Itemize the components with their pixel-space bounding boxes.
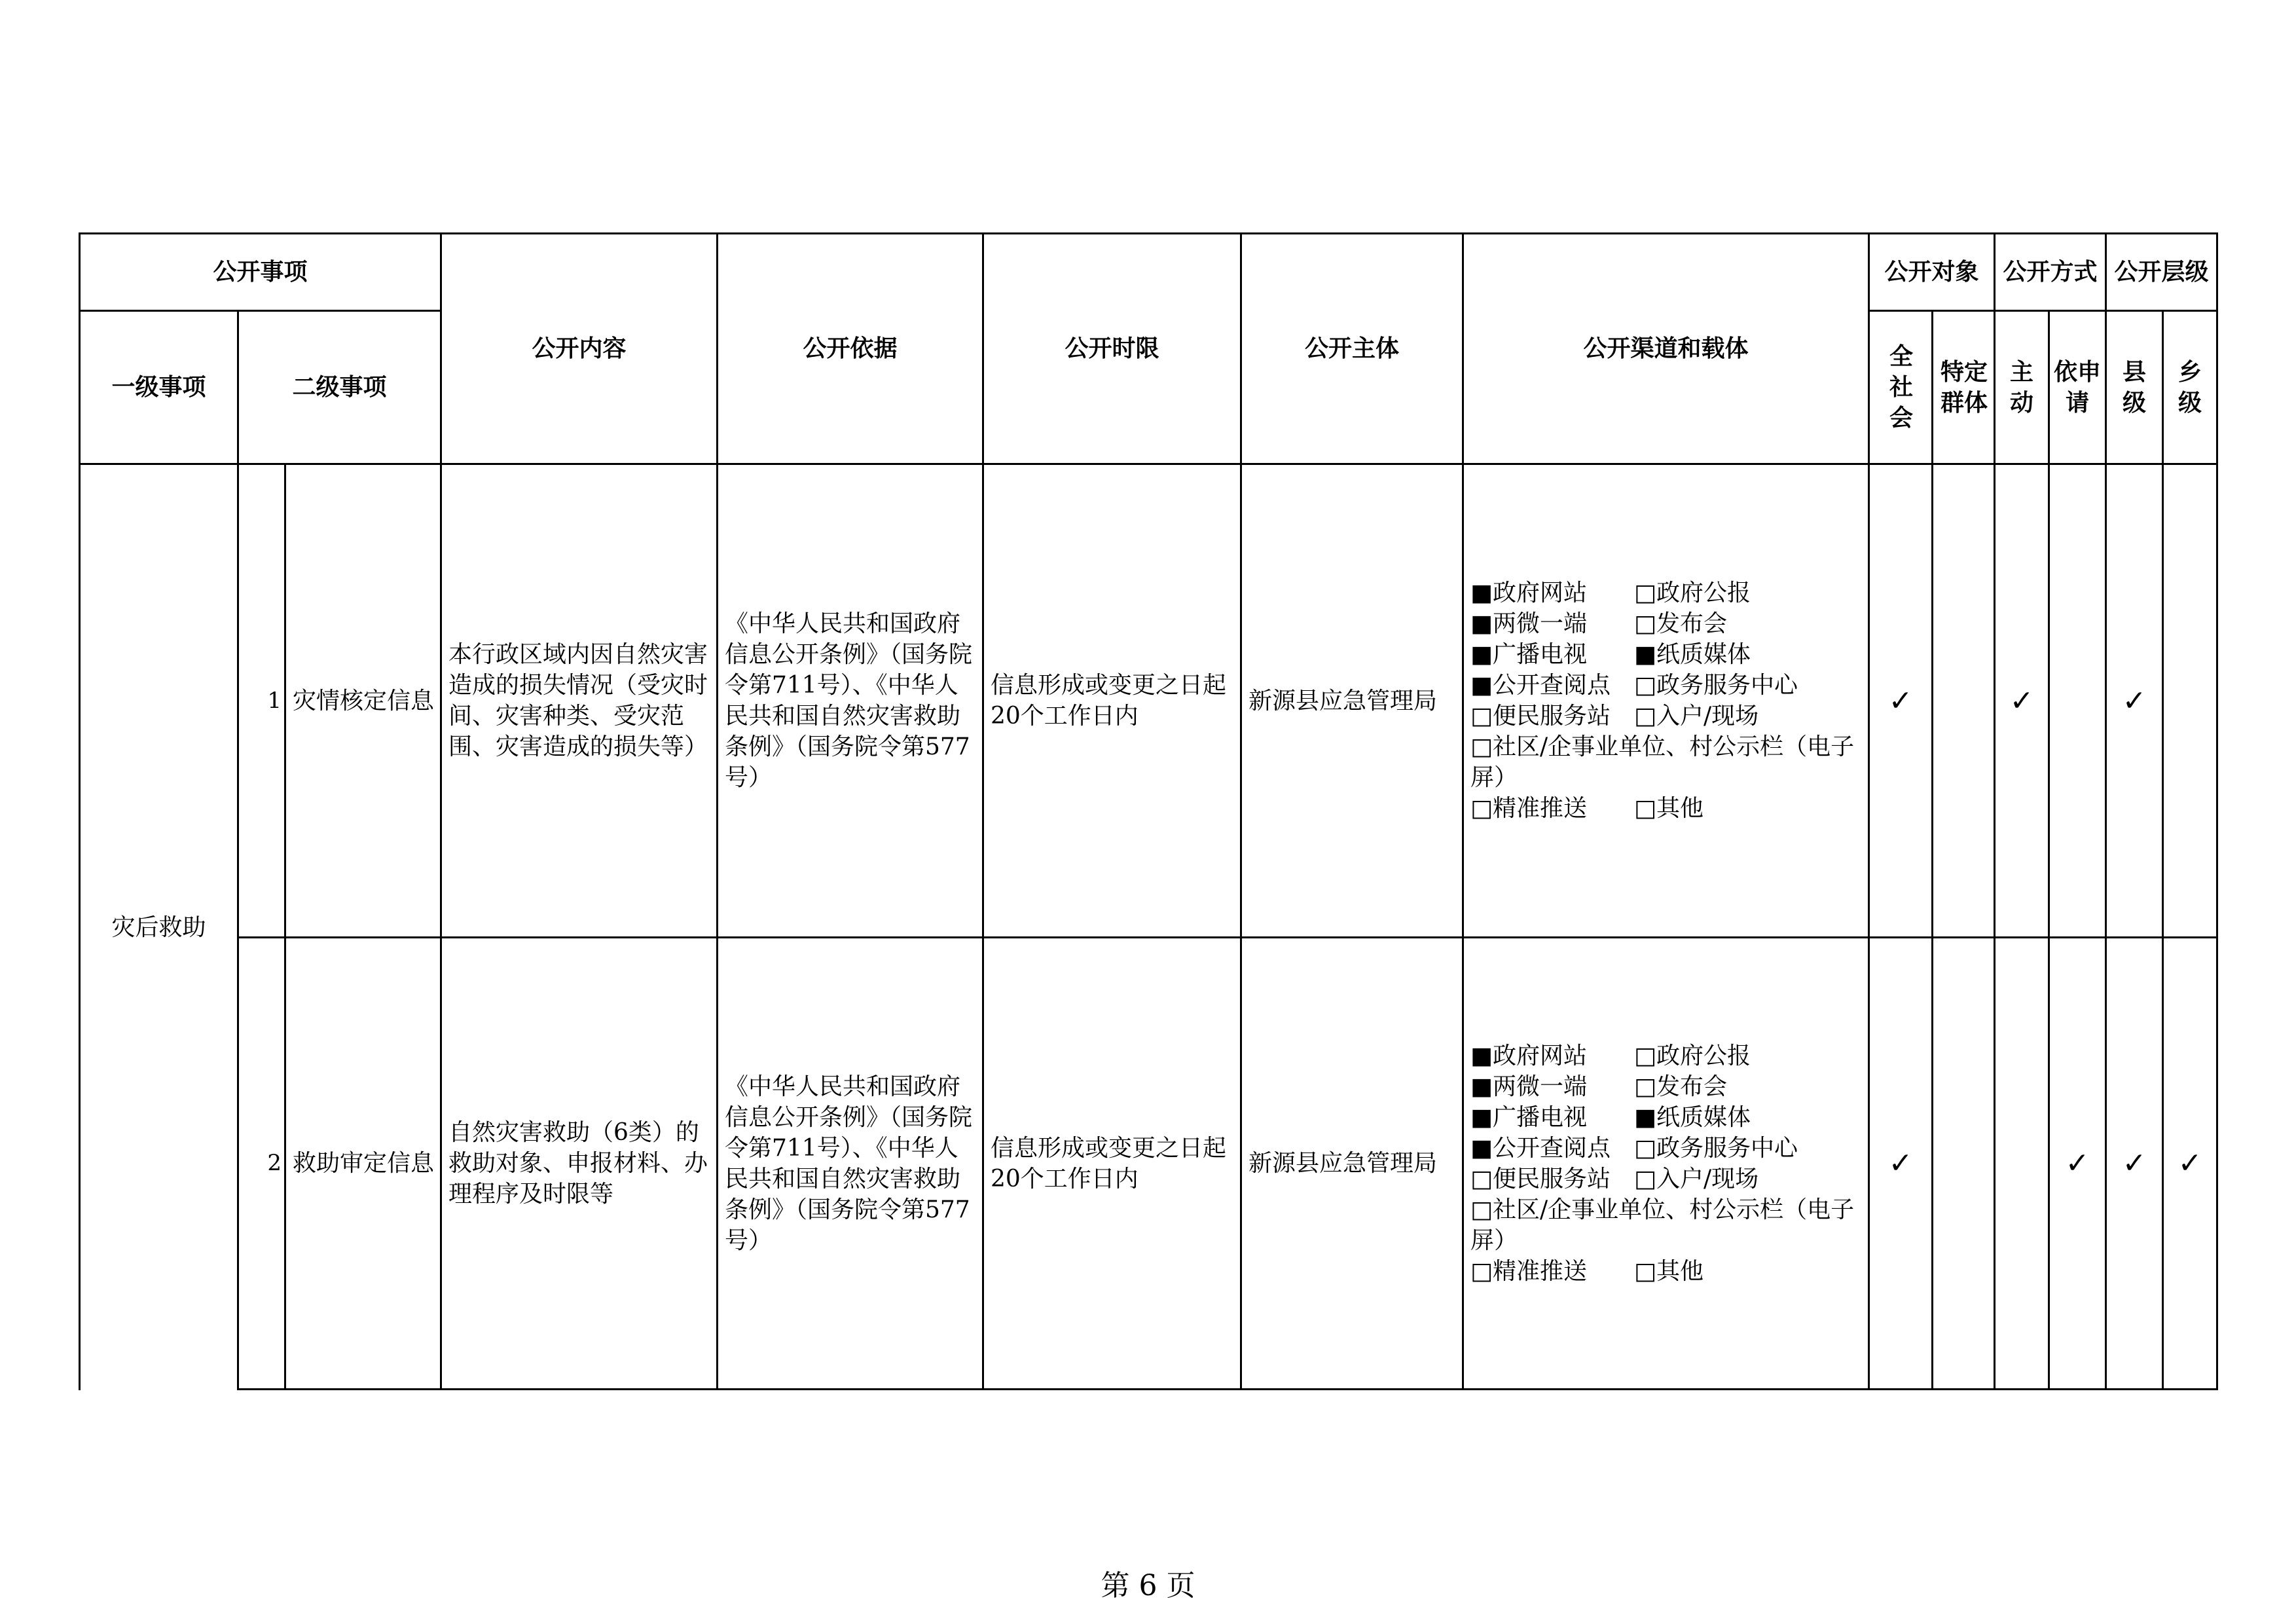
row-1-level-county-check: ✓	[2122, 684, 2147, 718]
row-2-channel-line: □社区/企事业单位、村公示栏（电子屏）	[1470, 1196, 1855, 1254]
row-1-channel-line: ■广播电视 ■纸质媒体	[1470, 641, 1751, 668]
row-2-channel-line: ■广播电视 ■纸质媒体	[1470, 1103, 1751, 1131]
row-1-time-limit: 信息形成或变更之日起20个工作日内	[991, 672, 1227, 729]
row-1-content: 本行政区域内因自然灾害造成的损失情况（受灾时间、灾害种类、受灾范围、灾害造成的损失等）	[448, 641, 708, 760]
header-level2: 二级事项	[292, 374, 387, 401]
header-level-township: 乡级	[2178, 358, 2202, 416]
category-cell: 灾后救助	[111, 914, 206, 941]
row-2-channel-line: □精准推送 □其他	[1470, 1257, 1704, 1285]
header-gongkai-shixiang: 公开事项	[213, 259, 308, 286]
row-1-target-all-check: ✓	[1888, 684, 1913, 718]
row-2-subject: 新源县应急管理局	[1248, 1150, 1438, 1177]
row-1-channel-line: □便民服务站 □入户/现场	[1470, 703, 1759, 729]
row-2-item: 救助审定信息	[293, 1150, 435, 1177]
row-2-time-limit: 信息形成或变更之日起20个工作日内	[991, 1134, 1227, 1192]
row-2-method-active-check	[1995, 938, 2048, 1388]
header-method-request: 依申请	[2054, 358, 2102, 416]
row-1-channel-line: ■公开查阅点 □政务服务中心	[1470, 672, 1798, 699]
header-level: 公开层级	[2114, 259, 2209, 286]
row-2-index: 2	[267, 1150, 282, 1176]
row-1-target-specific-check	[1933, 465, 1994, 936]
row-2-method-request-check: ✓	[2065, 1147, 2090, 1180]
row-2-channel-line: ■政府网站 □政府公报	[1470, 1042, 1751, 1069]
page-number: 第 6 页	[1101, 1569, 1195, 1602]
header-content: 公开内容	[532, 335, 627, 362]
header-target-all: 全社会	[1889, 343, 1913, 432]
header-time-limit: 公开时限	[1065, 335, 1159, 362]
header-basis: 公开依据	[803, 335, 898, 362]
header-level-county: 县级	[2122, 358, 2146, 416]
header-level1: 一级事项	[111, 374, 206, 401]
row-1-method-request-check	[2050, 465, 2105, 936]
row-2-channel-line: □便民服务站 □入户/现场	[1470, 1165, 1759, 1192]
row-1-item: 灾情核定信息	[293, 687, 435, 714]
row-2-level-county-check: ✓	[2122, 1147, 2147, 1180]
row-1-channel-line: ■政府网站 □政府公报	[1470, 580, 1751, 606]
row-1-channels	[1464, 465, 1868, 936]
row-2-channel-line: ■公开查阅点 □政务服务中心	[1470, 1134, 1798, 1162]
row-1-level-township-check	[2164, 465, 2216, 936]
disclosure-table	[79, 232, 2218, 1390]
row-2-content: 自然灾害救助（6类）的救助对象、申报材料、办理程序及时限等	[448, 1119, 708, 1208]
header-target-specific: 特定群体	[1941, 358, 1988, 416]
row-1-channel-line: ■两微一端 □发布会	[1470, 610, 1728, 637]
row-2-target-all-check: ✓	[1888, 1147, 1913, 1180]
row-2-basis: 《中华人民共和国政府信息公开条例》（国务院令第711号）、《中华人民共和国自然灾害救助条例》（国务院令第577号）	[725, 1073, 973, 1254]
table-border-bottom	[237, 1388, 2218, 1390]
row-2-level-township-check: ✓	[2178, 1147, 2202, 1180]
row-1-method-active-check: ✓	[2009, 684, 2034, 718]
header-subject: 公开主体	[1304, 335, 1399, 362]
row-1-index: 1	[267, 687, 282, 714]
header-target: 公开对象	[1884, 259, 1979, 286]
row-1-subject: 新源县应急管理局	[1248, 687, 1438, 714]
row-2-channels	[1464, 938, 1868, 1388]
row-1-channel-line: □社区/企事业单位、村公示栏（电子屏）	[1470, 733, 1855, 791]
header-method: 公开方式	[2003, 259, 2098, 286]
header-channels: 公开渠道和载体	[1583, 335, 1749, 362]
col-line-14	[2216, 232, 2218, 1390]
row-1-channel-line: □精准推送 □其他	[1470, 795, 1704, 822]
header-method-active: 主动	[2009, 358, 2033, 416]
row-2-target-specific-check	[1933, 938, 1994, 1388]
row-1-basis: 《中华人民共和国政府信息公开条例》（国务院令第711号）、《中华人民共和国自然灾害救助条例》（国务院令第577号）	[725, 610, 973, 791]
row-2-channel-line: ■两微一端 □发布会	[1470, 1073, 1728, 1100]
